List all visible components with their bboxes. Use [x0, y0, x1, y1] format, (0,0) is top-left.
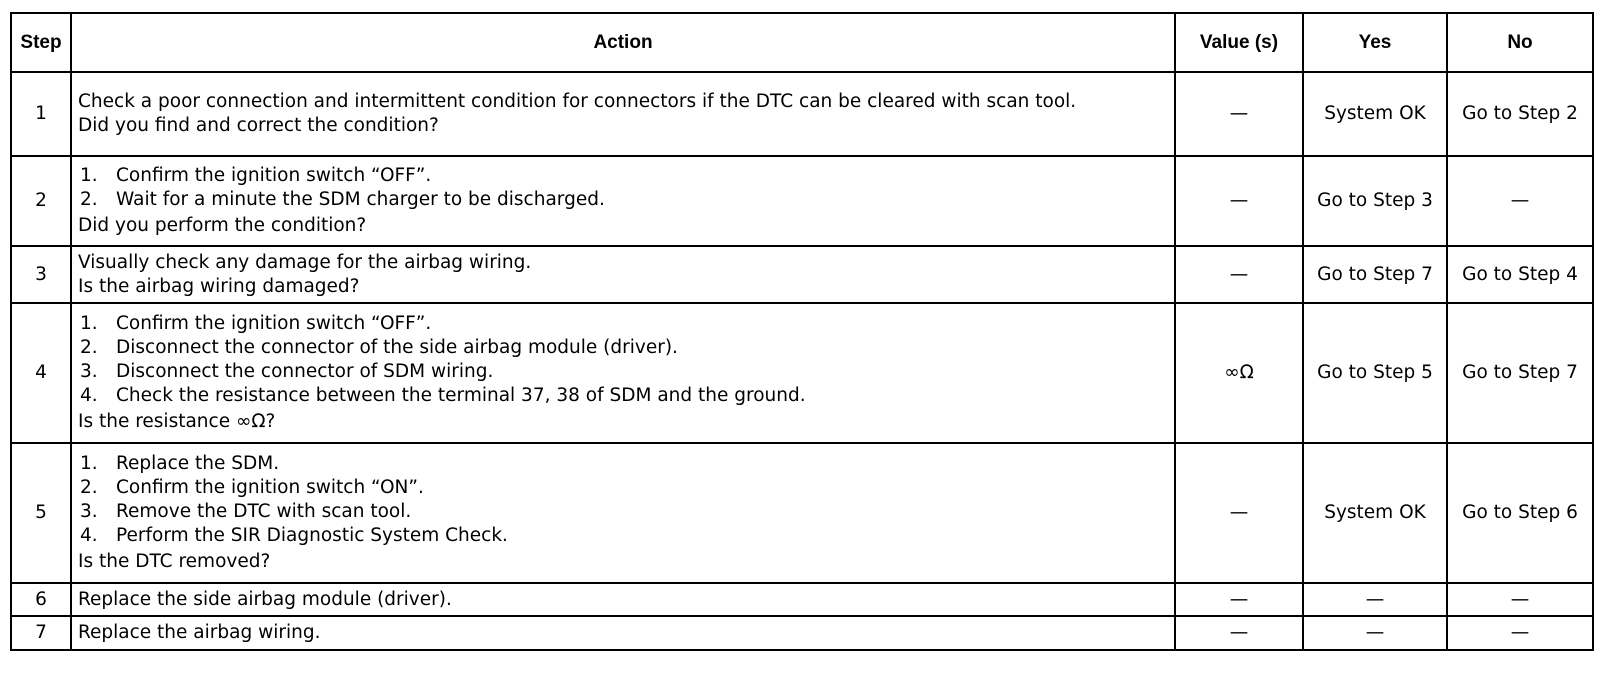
step-number: 4	[11, 303, 71, 443]
no-cell: Go to Step 4	[1447, 246, 1593, 303]
yes-cell: System OK	[1303, 443, 1447, 583]
list-item-text: Disconnect the connector of SDM wiring.	[116, 361, 494, 382]
list-item-text: Confirm the ignition switch “OFF”.	[116, 165, 432, 186]
value-cell: —	[1175, 246, 1303, 303]
step-number: 3	[11, 246, 71, 303]
list-item-text: Disconnect the connector of the side airbag module (driver).	[116, 337, 678, 358]
list-item-text: Remove the DTC with scan tool.	[116, 501, 412, 522]
action-list-item	[78, 524, 1168, 548]
action-list-item	[78, 476, 1168, 500]
action-text: Did you find and correct the condition?	[78, 115, 439, 136]
list-item-number: 1.	[80, 165, 98, 186]
no-cell: —	[1447, 156, 1593, 246]
action-cell	[71, 583, 1175, 616]
action-text: Replace the side airbag module (driver).	[78, 588, 452, 610]
value-cell: —	[1175, 616, 1303, 650]
table-row	[11, 616, 1593, 650]
yes-cell: System OK	[1303, 72, 1447, 156]
action-text: Replace the airbag wiring.	[78, 622, 321, 643]
action-cell	[71, 246, 1175, 303]
list-item-text: Replace the SDM.	[116, 453, 280, 474]
yes-cell: —	[1303, 583, 1447, 616]
action-list-item	[78, 360, 1168, 384]
step-number: 2	[11, 156, 71, 246]
diagnostic-table	[10, 12, 1594, 651]
list-item-number: 2.	[80, 477, 98, 498]
no-cell: Go to Step 2	[1447, 72, 1593, 156]
action-list-item	[78, 384, 1168, 408]
table-row	[11, 443, 1593, 583]
action-text: Is the airbag wiring damaged?	[78, 275, 360, 297]
list-item-number: 1.	[80, 453, 98, 474]
action-list-item	[78, 164, 1168, 188]
table-body	[11, 72, 1593, 650]
action-question: Is the resistance ∞Ω?	[78, 411, 276, 432]
action-text: Check a poor connection and intermittent condition for connectors if the DTC can be cleared with scan tool.	[78, 91, 1077, 112]
list-item-text: Confirm the ignition switch “OFF”.	[116, 313, 432, 334]
action-cell	[71, 443, 1175, 583]
list-item-number: 4.	[80, 525, 98, 546]
header-value: Value (s)	[1175, 13, 1303, 72]
yes-cell: Go to Step 5	[1303, 303, 1447, 443]
action-question: Is the DTC removed?	[78, 551, 271, 572]
value-cell: —	[1175, 156, 1303, 246]
action-list-item	[78, 500, 1168, 524]
action-text: Visually check any damage for the airbag wiring.	[78, 251, 532, 273]
step-number: 7	[11, 616, 71, 650]
header-no: No	[1447, 13, 1593, 72]
header-action: Action	[71, 13, 1175, 72]
list-item-text: Check the resistance between the terminal 37, 38 of SDM and the ground.	[116, 385, 806, 406]
action-list-item	[78, 336, 1168, 360]
step-number: 1	[11, 72, 71, 156]
header-yes: Yes	[1303, 13, 1447, 72]
list-item-text: Perform the SIR Diagnostic System Check.	[116, 525, 508, 546]
no-cell: Go to Step 6	[1447, 443, 1593, 583]
action-cell	[71, 72, 1175, 156]
no-cell: Go to Step 7	[1447, 303, 1593, 443]
step-number: 6	[11, 583, 71, 616]
value-cell: —	[1175, 583, 1303, 616]
yes-cell: Go to Step 7	[1303, 246, 1447, 303]
action-list-item	[78, 452, 1168, 476]
action-list-item	[78, 188, 1168, 212]
action-cell	[71, 303, 1175, 443]
list-item-text: Confirm the ignition switch “ON”.	[116, 477, 424, 498]
list-item-number: 4.	[80, 385, 98, 406]
no-cell: —	[1447, 616, 1593, 650]
action-cell	[71, 616, 1175, 650]
step-number: 5	[11, 443, 71, 583]
table-row	[11, 583, 1593, 616]
value-cell: —	[1175, 72, 1303, 156]
action-cell	[71, 156, 1175, 246]
list-item-number: 2.	[80, 189, 98, 210]
table-row	[11, 246, 1593, 303]
header-row	[11, 13, 1593, 72]
no-cell: —	[1447, 583, 1593, 616]
table-row	[11, 72, 1593, 156]
list-item-number: 2.	[80, 337, 98, 358]
yes-cell: —	[1303, 616, 1447, 650]
value-cell: —	[1175, 443, 1303, 583]
list-item-number: 1.	[80, 313, 98, 334]
list-item-number: 3.	[80, 361, 98, 382]
table-row	[11, 303, 1593, 443]
list-item-number: 3.	[80, 501, 98, 522]
table-header	[11, 13, 1593, 72]
value-cell: ∞Ω	[1175, 303, 1303, 443]
table-row	[11, 156, 1593, 246]
header-step: Step	[11, 13, 71, 72]
yes-cell: Go to Step 3	[1303, 156, 1447, 246]
action-question: Did you perform the condition?	[78, 215, 367, 236]
list-item-text: Wait for a minute the SDM charger to be discharged.	[116, 189, 605, 210]
action-list-item	[78, 312, 1168, 336]
